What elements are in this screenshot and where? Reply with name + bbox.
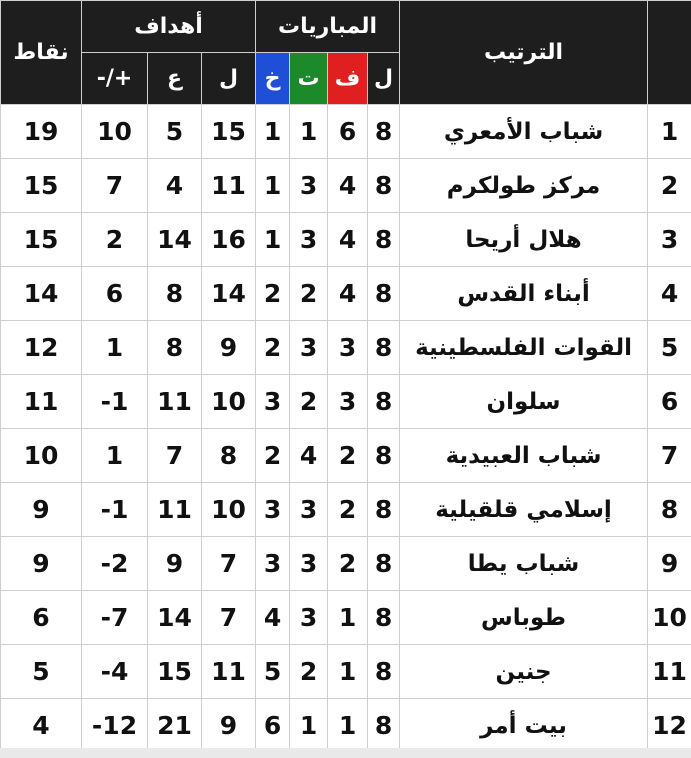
drawn-cell: 3 <box>290 483 328 537</box>
table-header <box>1 1 691 105</box>
team-name: جنين <box>400 645 648 699</box>
goals-against-cell: 11 <box>148 483 202 537</box>
won-cell: 3 <box>328 321 368 375</box>
played-cell: 8 <box>368 537 400 591</box>
lost-cell: 3 <box>256 375 290 429</box>
points-cell: 10 <box>1 429 82 483</box>
header-won: ف <box>328 53 368 105</box>
points-cell: 9 <box>1 537 82 591</box>
rank-cell: 3 <box>648 213 691 267</box>
team-name: أبناء القدس <box>400 267 648 321</box>
header-goals: أهداف <box>82 1 256 53</box>
table-row <box>1 537 691 591</box>
goal-diff-cell: 7- <box>82 591 148 645</box>
played-cell: 8 <box>368 159 400 213</box>
drawn-cell: 1 <box>290 699 328 753</box>
won-cell: 4 <box>328 159 368 213</box>
team-name: هلال أريحا <box>400 213 648 267</box>
goal-diff-cell: 6 <box>82 267 148 321</box>
lost-cell: 5 <box>256 645 290 699</box>
table-row <box>1 429 691 483</box>
drawn-cell: 2 <box>290 645 328 699</box>
drawn-cell: 3 <box>290 537 328 591</box>
table-row <box>1 213 691 267</box>
goals-against-cell: 15 <box>148 645 202 699</box>
drawn-cell: 2 <box>290 267 328 321</box>
header-team: الترتيب <box>400 1 648 105</box>
rank-cell: 1 <box>648 105 691 159</box>
points-cell: 12 <box>1 321 82 375</box>
table-row <box>1 699 691 753</box>
goal-diff-cell: 1- <box>82 375 148 429</box>
drawn-cell: 4 <box>290 429 328 483</box>
won-cell: 2 <box>328 429 368 483</box>
team-name: طوباس <box>400 591 648 645</box>
table-row <box>1 591 691 645</box>
team-name: مركز طولكرم <box>400 159 648 213</box>
header-lost: خ <box>256 53 290 105</box>
lost-cell: 4 <box>256 591 290 645</box>
lost-cell: 2 <box>256 321 290 375</box>
won-cell: 6 <box>328 105 368 159</box>
goals-against-cell: 7 <box>148 429 202 483</box>
played-cell: 8 <box>368 321 400 375</box>
won-cell: 4 <box>328 213 368 267</box>
goals-for-cell: 14 <box>202 267 256 321</box>
rank-cell: 11 <box>648 645 691 699</box>
lost-cell: 3 <box>256 483 290 537</box>
played-cell: 8 <box>368 375 400 429</box>
played-cell: 8 <box>368 483 400 537</box>
team-name: شباب العبيدية <box>400 429 648 483</box>
points-cell: 11 <box>1 375 82 429</box>
rank-cell: 6 <box>648 375 691 429</box>
drawn-cell: 3 <box>290 213 328 267</box>
played-cell: 8 <box>368 591 400 645</box>
team-name: شباب يطا <box>400 537 648 591</box>
table-row <box>1 645 691 699</box>
goal-diff-cell: 2- <box>82 537 148 591</box>
won-cell: 3 <box>328 375 368 429</box>
played-cell: 8 <box>368 105 400 159</box>
goals-for-cell: 9 <box>202 321 256 375</box>
lost-cell: 6 <box>256 699 290 753</box>
goal-diff-cell: 12- <box>82 699 148 753</box>
bottom-strip <box>0 748 691 758</box>
rank-cell: 7 <box>648 429 691 483</box>
goals-against-cell: 14 <box>148 213 202 267</box>
goals-against-cell: 11 <box>148 375 202 429</box>
won-cell: 2 <box>328 537 368 591</box>
points-cell: 4 <box>1 699 82 753</box>
table-row <box>1 267 691 321</box>
played-cell: 8 <box>368 429 400 483</box>
rank-cell: 9 <box>648 537 691 591</box>
goal-diff-cell: 1 <box>82 429 148 483</box>
table-body <box>1 105 691 753</box>
points-cell: 5 <box>1 645 82 699</box>
played-cell: 8 <box>368 699 400 753</box>
team-name: شباب الأمعري <box>400 105 648 159</box>
goals-against-cell: 8 <box>148 267 202 321</box>
goal-diff-cell: 1- <box>82 483 148 537</box>
won-cell: 4 <box>328 267 368 321</box>
rank-cell: 12 <box>648 699 691 753</box>
table-row <box>1 375 691 429</box>
goals-for-cell: 16 <box>202 213 256 267</box>
drawn-cell: 3 <box>290 321 328 375</box>
table-row <box>1 105 691 159</box>
header-drawn: ت <box>290 53 328 105</box>
goals-against-cell: 21 <box>148 699 202 753</box>
drawn-cell: 1 <box>290 105 328 159</box>
goals-for-cell: 10 <box>202 375 256 429</box>
drawn-cell: 3 <box>290 591 328 645</box>
table-row <box>1 483 691 537</box>
played-cell: 8 <box>368 213 400 267</box>
lost-cell: 3 <box>256 537 290 591</box>
goals-against-cell: 4 <box>148 159 202 213</box>
won-cell: 1 <box>328 591 368 645</box>
rank-cell: 4 <box>648 267 691 321</box>
table-row <box>1 321 691 375</box>
rank-cell: 5 <box>648 321 691 375</box>
goal-diff-cell: 7 <box>82 159 148 213</box>
lost-cell: 1 <box>256 159 290 213</box>
rank-cell: 2 <box>648 159 691 213</box>
points-cell: 9 <box>1 483 82 537</box>
header-matches: المباريات <box>256 1 400 53</box>
goals-against-cell: 5 <box>148 105 202 159</box>
drawn-cell: 3 <box>290 159 328 213</box>
goal-diff-cell: 1 <box>82 321 148 375</box>
won-cell: 1 <box>328 645 368 699</box>
goals-for-cell: 7 <box>202 537 256 591</box>
lost-cell: 1 <box>256 213 290 267</box>
rank-cell: 10 <box>648 591 691 645</box>
goals-against-cell: 8 <box>148 321 202 375</box>
lost-cell: 1 <box>256 105 290 159</box>
header-points: نقاط <box>1 1 82 105</box>
played-cell: 8 <box>368 267 400 321</box>
header-goals-for: ل <box>202 53 256 105</box>
won-cell: 1 <box>328 699 368 753</box>
team-name: بيت أمر <box>400 699 648 753</box>
rank-cell: 8 <box>648 483 691 537</box>
goals-against-cell: 14 <box>148 591 202 645</box>
goal-diff-cell: 2 <box>82 213 148 267</box>
team-name: إسلامي قلقيلية <box>400 483 648 537</box>
goals-for-cell: 11 <box>202 645 256 699</box>
points-cell: 19 <box>1 105 82 159</box>
goals-for-cell: 15 <box>202 105 256 159</box>
goals-for-cell: 10 <box>202 483 256 537</box>
header-played: ل <box>368 53 400 105</box>
played-cell: 8 <box>368 645 400 699</box>
header-rank <box>648 1 691 105</box>
points-cell: 14 <box>1 267 82 321</box>
lost-cell: 2 <box>256 429 290 483</box>
team-name: القوات الفلسطينية <box>400 321 648 375</box>
points-cell: 6 <box>1 591 82 645</box>
goals-for-cell: 11 <box>202 159 256 213</box>
lost-cell: 2 <box>256 267 290 321</box>
points-cell: 15 <box>1 213 82 267</box>
goals-against-cell: 9 <box>148 537 202 591</box>
goal-diff-cell: 10 <box>82 105 148 159</box>
header-goals-against: ع <box>148 53 202 105</box>
goal-diff-cell: 4- <box>82 645 148 699</box>
table-row <box>1 159 691 213</box>
header-goal-diff: +/- <box>82 53 148 105</box>
goals-for-cell: 9 <box>202 699 256 753</box>
team-name: سلوان <box>400 375 648 429</box>
goals-for-cell: 7 <box>202 591 256 645</box>
points-cell: 15 <box>1 159 82 213</box>
won-cell: 2 <box>328 483 368 537</box>
drawn-cell: 2 <box>290 375 328 429</box>
goals-for-cell: 8 <box>202 429 256 483</box>
